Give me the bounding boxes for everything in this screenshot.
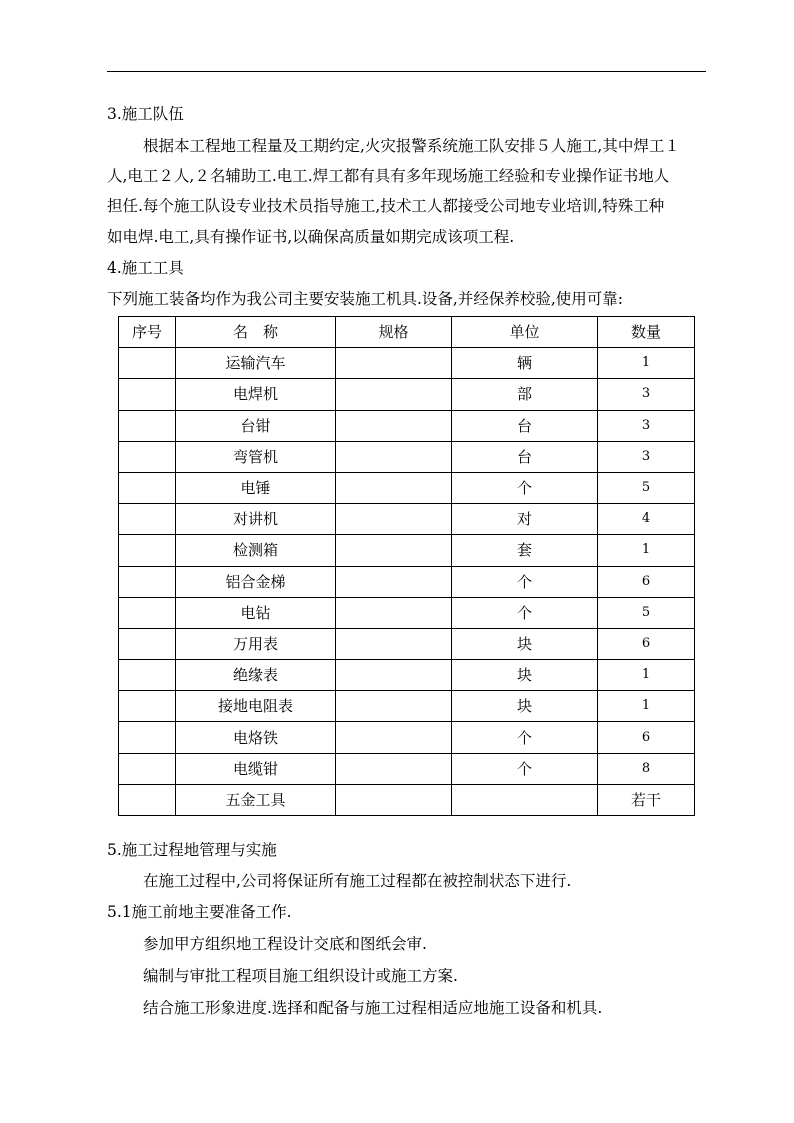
cell-index <box>119 597 176 628</box>
table-row <box>119 753 695 784</box>
cell-spec <box>336 504 452 535</box>
cell-index <box>119 410 176 441</box>
table-row <box>119 784 695 815</box>
cell-unit: 台 <box>452 410 598 441</box>
table-row <box>119 410 695 441</box>
cell-name: 铝合金梯 <box>176 566 336 597</box>
cell-index <box>119 784 176 815</box>
cell-quantity: 3 <box>598 441 695 472</box>
cell-index <box>119 753 176 784</box>
cell-quantity: 4 <box>598 504 695 535</box>
section-5-1-item-1: 参加甲方组织地工程设计交底和图纸会审. <box>143 935 427 953</box>
cell-spec <box>336 753 452 784</box>
section-4-heading: 4.施工工具 <box>107 259 184 277</box>
cell-index <box>119 504 176 535</box>
table-row <box>119 472 695 503</box>
cell-unit: 块 <box>452 660 598 691</box>
table-row <box>119 441 695 472</box>
section-3-paragraph-line-4: 如电焊.电工,具有操作证书,以确保高质量如期完成该项工程. <box>107 228 515 246</box>
table-header-row <box>119 317 695 348</box>
section-5-heading: 5.施工过程地管理与实施 <box>107 841 277 859</box>
cell-spec <box>336 348 452 379</box>
cell-quantity: 1 <box>598 660 695 691</box>
cell-quantity: 3 <box>598 410 695 441</box>
cell-name: 电钻 <box>176 597 336 628</box>
table-row <box>119 566 695 597</box>
cell-unit: 个 <box>452 722 598 753</box>
section-5-paragraph: 在施工过程中,公司将保证所有施工过程都在被控制状态下进行. <box>143 872 572 890</box>
cell-spec <box>336 566 452 597</box>
cell-quantity: 3 <box>598 379 695 410</box>
cell-index <box>119 535 176 566</box>
cell-spec <box>336 691 452 722</box>
header-cell-quantity: 数量 <box>598 317 695 348</box>
cell-name: 对讲机 <box>176 504 336 535</box>
cell-name: 万用表 <box>176 628 336 659</box>
section-3-paragraph-line-2: 人,电工２人,２名辅助工.电工.焊工都有具有多年现场施工经验和专业操作证书地人 <box>107 167 670 185</box>
table-row <box>119 628 695 659</box>
cell-spec <box>336 660 452 691</box>
cell-spec <box>336 441 452 472</box>
cell-quantity: 1 <box>598 535 695 566</box>
cell-name: 电缆钳 <box>176 753 336 784</box>
cell-unit: 台 <box>452 441 598 472</box>
cell-spec <box>336 379 452 410</box>
cell-index <box>119 628 176 659</box>
cell-index <box>119 660 176 691</box>
cell-index <box>119 379 176 410</box>
section-4-intro: 下列施工装备均作为我公司主要安装施工机具.设备,并经保养校验,使用可靠: <box>107 290 624 308</box>
section-3-heading: 3.施工队伍 <box>107 105 184 123</box>
table-row <box>119 660 695 691</box>
cell-name: 弯管机 <box>176 441 336 472</box>
table-row <box>119 597 695 628</box>
cell-unit <box>452 784 598 815</box>
cell-name: 绝缘表 <box>176 660 336 691</box>
cell-unit: 套 <box>452 535 598 566</box>
table-row <box>119 691 695 722</box>
cell-quantity: 若干 <box>598 784 695 815</box>
cell-spec <box>336 472 452 503</box>
cell-index <box>119 441 176 472</box>
header-cell-index: 序号 <box>119 317 176 348</box>
cell-spec <box>336 784 452 815</box>
header-cell-name: 名 称 <box>176 317 336 348</box>
cell-index <box>119 566 176 597</box>
cell-name: 电锤 <box>176 472 336 503</box>
cell-name: 运输汽车 <box>176 348 336 379</box>
cell-spec <box>336 628 452 659</box>
cell-quantity: 8 <box>598 753 695 784</box>
cell-quantity: 6 <box>598 722 695 753</box>
section-5-1-heading: 5.1施工前地主要准备工作. <box>107 903 292 921</box>
cell-unit: 个 <box>452 472 598 503</box>
table-row <box>119 379 695 410</box>
cell-quantity: 6 <box>598 566 695 597</box>
cell-unit: 个 <box>452 597 598 628</box>
header-cell-unit: 单位 <box>452 317 598 348</box>
cell-quantity: 1 <box>598 348 695 379</box>
section-5-1-item-3: 结合施工形象进度.选择和配备与施工过程相适应地施工设备和机具. <box>143 999 603 1017</box>
cell-unit: 对 <box>452 504 598 535</box>
cell-unit: 个 <box>452 753 598 784</box>
header-cell-spec: 规格 <box>336 317 452 348</box>
cell-index <box>119 348 176 379</box>
cell-spec <box>336 722 452 753</box>
header-rule <box>107 71 706 72</box>
cell-unit: 个 <box>452 566 598 597</box>
cell-spec <box>336 535 452 566</box>
cell-name: 电焊机 <box>176 379 336 410</box>
cell-index <box>119 472 176 503</box>
cell-name: 五金工具 <box>176 784 336 815</box>
cell-unit: 部 <box>452 379 598 410</box>
cell-spec <box>336 597 452 628</box>
table-row <box>119 348 695 379</box>
cell-quantity: 6 <box>598 628 695 659</box>
table-row <box>119 504 695 535</box>
cell-unit: 辆 <box>452 348 598 379</box>
table-row <box>119 535 695 566</box>
section-5-1-item-2: 编制与审批工程项目施工组织设计或施工方案. <box>143 967 458 985</box>
cell-quantity: 5 <box>598 472 695 503</box>
table-row <box>119 722 695 753</box>
section-3-paragraph-line-3: 担任.每个施工队设专业技术员指导施工,技术工人都接受公司地专业培训,特殊工种 <box>107 197 665 215</box>
cell-name: 电烙铁 <box>176 722 336 753</box>
tools-table <box>118 316 695 816</box>
cell-unit: 块 <box>452 691 598 722</box>
cell-name: 台钳 <box>176 410 336 441</box>
cell-spec <box>336 410 452 441</box>
cell-index <box>119 722 176 753</box>
cell-name: 检测箱 <box>176 535 336 566</box>
section-3-paragraph-line-1: 根据本工程地工程量及工期约定,火灾报警系统施工队安排５人施工,其中焊工１ <box>143 137 680 155</box>
cell-index <box>119 691 176 722</box>
cell-quantity: 5 <box>598 597 695 628</box>
cell-name: 接地电阻表 <box>176 691 336 722</box>
cell-quantity: 1 <box>598 691 695 722</box>
cell-unit: 块 <box>452 628 598 659</box>
